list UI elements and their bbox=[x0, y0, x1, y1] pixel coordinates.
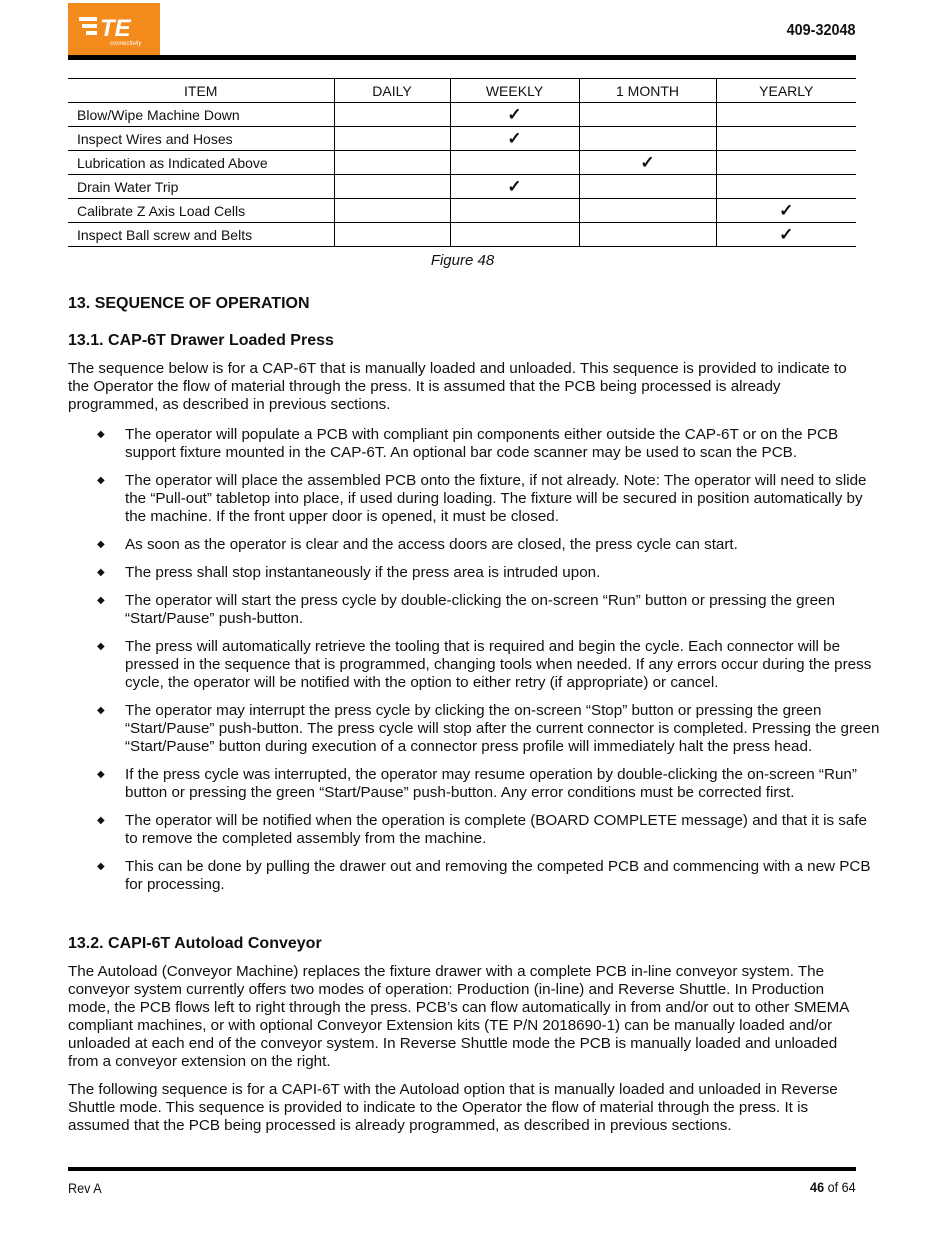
figure-caption: Figure 48 bbox=[430, 252, 495, 269]
item-cell: Blow/Wipe Machine Down bbox=[68, 103, 334, 127]
list-item bbox=[68, 812, 883, 848]
bullet-icon: ◆ bbox=[97, 539, 105, 550]
month-cell bbox=[579, 175, 716, 199]
list-item-text: This can be done by pulling the drawer out and removing the competed PCB and commencing with a new PCB for processing. bbox=[125, 858, 871, 893]
weekly-check-cell: ✓ bbox=[450, 175, 579, 199]
table-row bbox=[68, 127, 856, 151]
subsection-heading-13-2: 13.2. CAPI-6T Autoload Conveyor bbox=[68, 935, 322, 952]
weekly-check-cell: ✓ bbox=[450, 103, 579, 127]
yearly-cell bbox=[716, 103, 856, 127]
column-header-weekly: WEEKLY bbox=[450, 79, 579, 103]
list-item-text: The operator may interrupt the press cycle by clicking the on-screen “Stop” button or pressing the green “Start/Pause” push-button. The press cycle will stop after the current connector is completed. Pressing the green “Start/Pause” button during execution of a connector press profile will immediately halt the press head. bbox=[125, 702, 880, 755]
table-row bbox=[68, 103, 856, 127]
item-cell: Inspect Ball screw and Belts bbox=[68, 223, 334, 247]
intro-paragraph: The sequence below is for a CAP-6T that is manually loaded and unloaded. This sequence is provided to indicate to the Operator the flow of material through the press. It is assumed that the PCB being processed is already programmed, as described in previous sections. bbox=[68, 360, 847, 413]
bullet-icon: ◆ bbox=[97, 815, 105, 826]
yearly-cell bbox=[716, 151, 856, 175]
table-row bbox=[68, 199, 856, 223]
item-cell: Inspect Wires and Hoses bbox=[68, 127, 334, 151]
header-rule bbox=[68, 55, 856, 60]
list-item bbox=[68, 592, 883, 628]
maintenance-schedule-table bbox=[68, 78, 856, 247]
section-heading: 13. SEQUENCE OF OPERATION bbox=[68, 295, 310, 312]
month-cell bbox=[579, 223, 716, 247]
list-item-text: If the press cycle was interrupted, the operator may resume operation by double-clicking the on-screen “Run” button or pressing the green “Start/Pause” push-button. Any error conditions must be corrected first. bbox=[125, 766, 857, 801]
autoload-paragraph: The Autoload (Conveyor Machine) replaces the fixture drawer with a complete PCB in-line conveyor system. The conveyor system currently offers two modes of operation: Production (in-line) and Reverse Shuttle. In Production mode, the PCB flows left to right through the press. PCB’s can flow automatically in from and/or out to other SMEMA compliant machines, or with optional Conveyor Extension kits (TE P/N 2018690-1) can be manually loaded and/or unloaded at each end of the conveyor system. In Reverse Shuttle mode the PCB is manually loaded and unloaded from a conveyor extension on the right. bbox=[68, 963, 849, 1070]
bullet-icon: ◆ bbox=[97, 705, 105, 716]
list-item-text: The operator will start the press cycle by double-clicking the on-screen “Run” button or pressing the green “Start/Pause” push-button. bbox=[125, 592, 835, 627]
total-pages: of 64 bbox=[827, 1179, 856, 1195]
revision-label: Rev A bbox=[68, 1180, 102, 1196]
item-cell: Drain Water Trip bbox=[68, 175, 334, 199]
table-header-row bbox=[68, 79, 856, 103]
yearly-cell bbox=[716, 127, 856, 151]
te-logo-mark bbox=[68, 3, 160, 56]
list-item bbox=[68, 702, 883, 756]
logo-subtext: connectivity bbox=[110, 41, 142, 47]
list-item-text: The press shall stop instantaneously if the press area is intruded upon. bbox=[125, 564, 601, 581]
month-cell bbox=[579, 127, 716, 151]
item-cell: Calibrate Z Axis Load Cells bbox=[68, 199, 334, 223]
te-connectivity-logo bbox=[68, 3, 160, 56]
column-header-yearly: YEARLY bbox=[716, 79, 856, 103]
subsection-heading-13-1: 13.1. CAP-6T Drawer Loaded Press bbox=[68, 332, 334, 349]
weekly-cell bbox=[450, 223, 579, 247]
list-item-text: As soon as the operator is clear and the access doors are closed, the press cycle can start. bbox=[125, 536, 738, 553]
yearly-cell bbox=[716, 175, 856, 199]
list-item bbox=[68, 766, 883, 802]
column-header-item: ITEM bbox=[68, 79, 334, 103]
bullet-icon: ◆ bbox=[97, 641, 105, 652]
bullet-icon: ◆ bbox=[97, 567, 105, 578]
month-check-cell: ✓ bbox=[579, 151, 716, 175]
daily-cell bbox=[334, 151, 450, 175]
daily-cell bbox=[334, 199, 450, 223]
bullet-icon: ◆ bbox=[97, 475, 105, 486]
list-item-text: The operator will be notified when the operation is complete (BOARD COMPLETE message) and that it is safe to remove the completed assembly from the machine. bbox=[125, 812, 868, 847]
table-row bbox=[68, 223, 856, 247]
table-row bbox=[68, 151, 856, 175]
daily-cell bbox=[334, 103, 450, 127]
weekly-check-cell: ✓ bbox=[450, 127, 579, 151]
list-item-text: The press will automatically retrieve the tooling that is required and begin the cycle. Each connector will be pressed in the sequence that is programmed, changing tools when needed. If any errors occur during the press cycle, the operator will be notified with the option to either retry (if appropriate) or cancel. bbox=[125, 638, 872, 691]
yearly-check-cell: ✓ bbox=[716, 199, 856, 223]
table-row bbox=[68, 175, 856, 199]
bullet-icon: ◆ bbox=[97, 595, 105, 606]
daily-cell bbox=[334, 175, 450, 199]
sequence-bullet-list bbox=[68, 426, 883, 904]
daily-cell bbox=[334, 127, 450, 151]
logo-text: TE bbox=[100, 15, 131, 42]
current-page: 46 bbox=[810, 1179, 825, 1195]
page-number bbox=[810, 1179, 856, 1195]
document-number: 409-32048 bbox=[787, 22, 856, 39]
list-item bbox=[68, 564, 883, 582]
column-header-1-month: 1 MONTH bbox=[579, 79, 716, 103]
column-header-daily: DAILY bbox=[334, 79, 450, 103]
month-cell bbox=[579, 103, 716, 127]
list-item bbox=[68, 858, 883, 894]
yearly-check-cell: ✓ bbox=[716, 223, 856, 247]
list-item bbox=[68, 638, 883, 692]
list-item-text: The operator will populate a PCB with compliant pin components either outside the CAP-6T or on the PCB support fixture mounted in the CAP-6T. An optional bar code scanner may be used to scan the PCB. bbox=[125, 426, 839, 461]
bullet-icon: ◆ bbox=[97, 769, 105, 780]
bullet-icon: ◆ bbox=[97, 861, 105, 872]
autoload-sequence-paragraph: The following sequence is for a CAPI-6T with the Autoload option that is manually loaded and unloaded in Reverse Shuttle mode. This sequence is provided to indicate to the Operator the flow of material through the press. It is assumed that the PCB being processed is already programmed, as described in previous sections. bbox=[68, 1081, 838, 1134]
bullet-icon: ◆ bbox=[97, 429, 105, 440]
month-cell bbox=[579, 199, 716, 223]
list-item bbox=[68, 472, 883, 526]
weekly-cell bbox=[450, 151, 579, 175]
list-item bbox=[68, 426, 883, 462]
weekly-cell bbox=[450, 199, 579, 223]
daily-cell bbox=[334, 223, 450, 247]
list-item-text: The operator will place the assembled PCB onto the fixture, if not already. Note: The operator will need to slide the “Pull-out” tabletop into place, if used during loading. The fixture will be secured in position automatically by the machine. If the front upper door is opened, it must be closed. bbox=[125, 472, 867, 525]
list-item bbox=[68, 536, 883, 554]
footer-rule bbox=[68, 1167, 856, 1171]
item-cell: Lubrication as Indicated Above bbox=[68, 151, 334, 175]
